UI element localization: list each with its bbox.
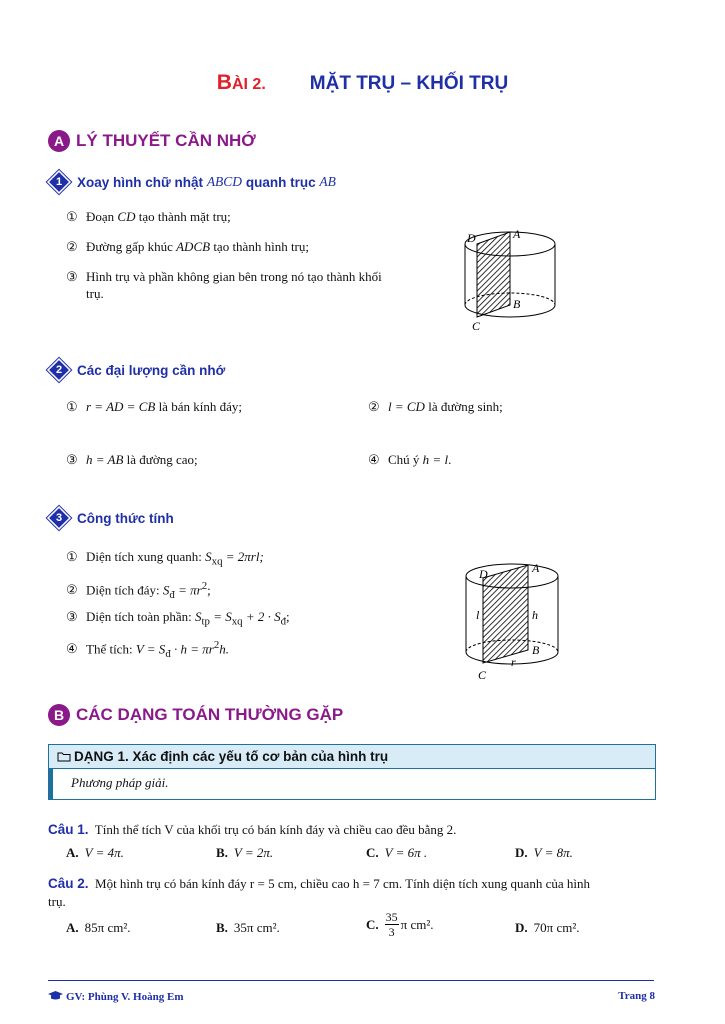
section-b-heading: B CÁC DẠNG TOÁN THƯỜNG GẶP xyxy=(48,704,343,726)
subsection-1-heading: 1 Xoay hình chữ nhật ABCD quanh trục AB xyxy=(50,173,336,191)
subsection-3-heading: 3 Công thức tính xyxy=(50,509,174,527)
fig1-label-d: D xyxy=(467,231,476,245)
problem-type-title: DẠNG 1. Xác định các yếu tố cơ bản của hình trụ xyxy=(49,745,655,769)
sub3-item-2: ② Diện tích đáy: $S_đ = \pi r^2$; xyxy=(66,580,211,601)
fig1-label-c: C xyxy=(472,319,481,333)
sub3-item-3: ③ Diện tích toàn phần: $S_{tp} = S_{xq} + 2 \cdot S_đ$; xyxy=(66,609,290,628)
footer-author: GV: Phùng V. Hoàng Em xyxy=(48,990,183,1003)
fig2-label-c: C xyxy=(478,668,487,682)
q2-option-b: B. 35π cm². xyxy=(216,920,280,935)
section-a-badge: A xyxy=(48,130,70,152)
q2-option-a: A. 85π cm². xyxy=(66,920,131,935)
method-label: Phương pháp giải. xyxy=(49,769,655,799)
fig2-label-b: B xyxy=(532,643,540,657)
q1-option-c: C. V = 6π . xyxy=(366,845,428,860)
sub2-item-4: ④ Chú ý h = l. xyxy=(368,452,452,467)
fig1-label-a: A xyxy=(513,227,521,241)
folder-icon xyxy=(57,751,71,762)
question-1: Câu 1. Tính thể tích V của khối trụ có bán kính đáy và chiều cao đều bằng 2. xyxy=(48,822,457,837)
section-a-heading: A LÝ THUYẾT CẦN NHỚ xyxy=(48,130,256,152)
section-b-badge: B xyxy=(48,704,70,726)
fig2-label-d: D xyxy=(479,567,488,581)
q1-option-d: D. V = 8π. xyxy=(515,845,573,860)
sub1-item-1: ① Đoạn CD tạo thành mặt trụ; xyxy=(66,209,231,224)
sub3-item-1: ① Diện tích xung quanh: $S_{xq} = 2\pi rl$; xyxy=(66,549,264,568)
cylinder-figure-2 xyxy=(455,552,570,682)
page-title: BÀI 2. MẶT TRỤ – KHỐI TRỤ xyxy=(216,71,509,94)
sub2-item-2: ② l = CD là đường sinh; xyxy=(368,399,503,414)
problem-type-box xyxy=(48,744,656,800)
q2-option-d: D. 70π cm². xyxy=(515,920,580,935)
fig2-label-h: h xyxy=(532,608,538,622)
sub2-item-3: ③ h = AB là đường cao; xyxy=(66,452,198,467)
question-2: Câu 2. Một hình trụ có bán kính đáy r = 5 cm, chiều cao h = 7 cm. Tính diện tích xung quanh của hình trụ. xyxy=(48,876,590,909)
graduation-cap-icon xyxy=(48,990,63,1001)
sub1-item-2: ② Đường gấp khúc ADCB tạo thành hình trụ; xyxy=(66,239,309,254)
q2-option-c: C. 35 3 π cm². xyxy=(366,910,434,939)
sub1-item-3: ③ Hình trụ và phần không gian bên trong nó tạo thành khối trụ. xyxy=(66,269,382,301)
sub2-item-1: ① r = AD = CB là bán kính đáy; xyxy=(66,399,242,414)
sub3-item-4: ④ Thể tích: $V = S_đ \cdot h = \pi r^2h$. xyxy=(66,639,230,660)
cylinder-figure-1 xyxy=(455,222,565,337)
subsection-2-heading: 2 Các đại lượng cần nhớ xyxy=(50,361,225,379)
fig2-label-r: r xyxy=(511,655,516,669)
fig2-label-a: A xyxy=(532,561,540,575)
q1-option-a: A. V = 4π. xyxy=(66,845,124,860)
footer-divider xyxy=(48,980,654,981)
fig2-label-l: l xyxy=(476,608,480,622)
fig1-label-b: B xyxy=(513,297,521,311)
page-number: Trang 8 xyxy=(618,990,655,1002)
q1-option-b: B. V = 2π. xyxy=(216,845,274,860)
